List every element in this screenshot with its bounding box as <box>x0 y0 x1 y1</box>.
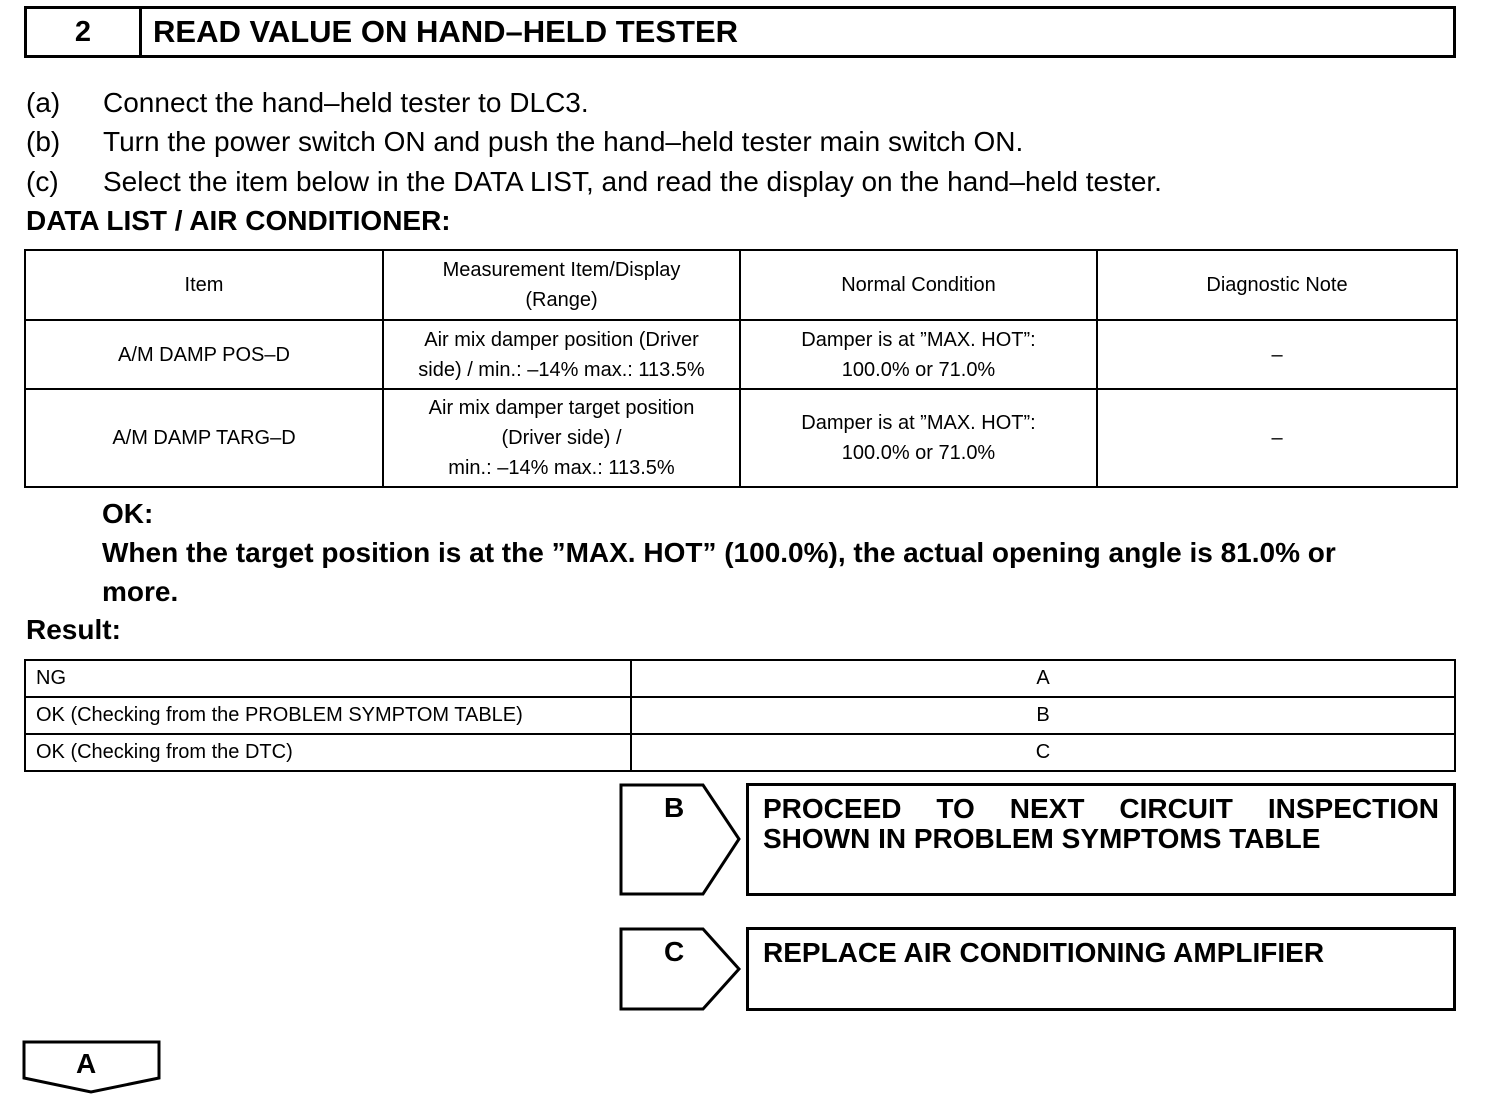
table-row <box>25 734 1455 771</box>
result-code: C <box>631 734 1455 771</box>
step-title: READ VALUE ON HAND–HELD TESTER <box>153 14 739 49</box>
instruction-b <box>26 125 1023 159</box>
cell-note: – <box>1097 389 1457 487</box>
cell-normal: Damper is at ”MAX. HOT”: 100.0% or 71.0% <box>740 320 1097 389</box>
table-row <box>25 320 1457 389</box>
instruction-letter: (a) <box>26 87 61 118</box>
result-code: A <box>631 660 1455 697</box>
step-header <box>24 6 1456 58</box>
instruction-c <box>26 165 1162 199</box>
branch-b-label: B <box>664 792 685 823</box>
table-row <box>25 389 1457 487</box>
instruction-a <box>26 86 589 120</box>
header-measurement: Measurement Item/Display (Range) <box>383 250 740 320</box>
branch-b-action-line2: SHOWN IN PROBLEM SYMPTOMS TABLE <box>763 823 1321 854</box>
cell-note: – <box>1097 320 1457 389</box>
ok-text-line1: When the target position is at the ”MAX. HOT” (100.0%), the actual opening angle is 81.0% or <box>102 537 1336 568</box>
cell-normal: Damper is at ”MAX. HOT”: 100.0% or 71.0% <box>740 389 1097 487</box>
branch-a-label: A <box>76 1048 97 1079</box>
result-title: Result: <box>26 614 121 645</box>
cell-item: A/M DAMP POS–D <box>25 320 383 389</box>
result-table <box>24 659 1456 772</box>
branch-b-action-line1: PROCEED TO NEXT CIRCUIT INSPECTION <box>763 793 1439 824</box>
result-condition: OK (Checking from the PROBLEM SYMPTOM TABLE) <box>25 697 631 734</box>
result-condition: NG <box>25 660 631 697</box>
branch-c-action <box>746 927 1456 1011</box>
cell-measurement: Air mix damper position (Driver side) / min.: –14% max.: 113.5% <box>383 320 740 389</box>
ok-text-line2: more. <box>102 576 179 607</box>
table-row <box>25 660 1455 697</box>
instruction-text: Connect the hand–held tester to DLC3. <box>103 87 589 118</box>
cell-item: A/M DAMP TARG–D <box>25 389 383 487</box>
table-row <box>25 697 1455 734</box>
table-header-row <box>25 250 1457 320</box>
result-code: B <box>631 697 1455 734</box>
result-condition: OK (Checking from the DTC) <box>25 734 631 771</box>
data-list-title: DATA LIST / AIR CONDITIONER: <box>26 205 451 236</box>
instruction-letter: (c) <box>26 166 59 197</box>
instruction-letter: (b) <box>26 126 61 157</box>
branch-b-action <box>746 783 1456 896</box>
cell-measurement: Air mix damper target position (Driver side) / min.: –14% max.: 113.5% <box>383 389 740 487</box>
ok-criteria <box>102 494 1462 611</box>
branch-c-action-text: REPLACE AIR CONDITIONING AMPLIFIER <box>763 937 1325 968</box>
header-normal-condition: Normal Condition <box>740 250 1097 320</box>
branch-c-label: C <box>664 936 685 967</box>
instruction-text: Select the item below in the DATA LIST, and read the display on the hand–held tester. <box>103 166 1162 197</box>
step-number: 2 <box>27 9 142 55</box>
instruction-text: Turn the power switch ON and push the hand–held tester main switch ON. <box>103 126 1024 157</box>
header-diagnostic-note: Diagnostic Note <box>1097 250 1457 320</box>
header-item: Item <box>25 250 383 320</box>
ok-label: OK: <box>102 498 154 529</box>
data-list-table <box>24 249 1458 488</box>
